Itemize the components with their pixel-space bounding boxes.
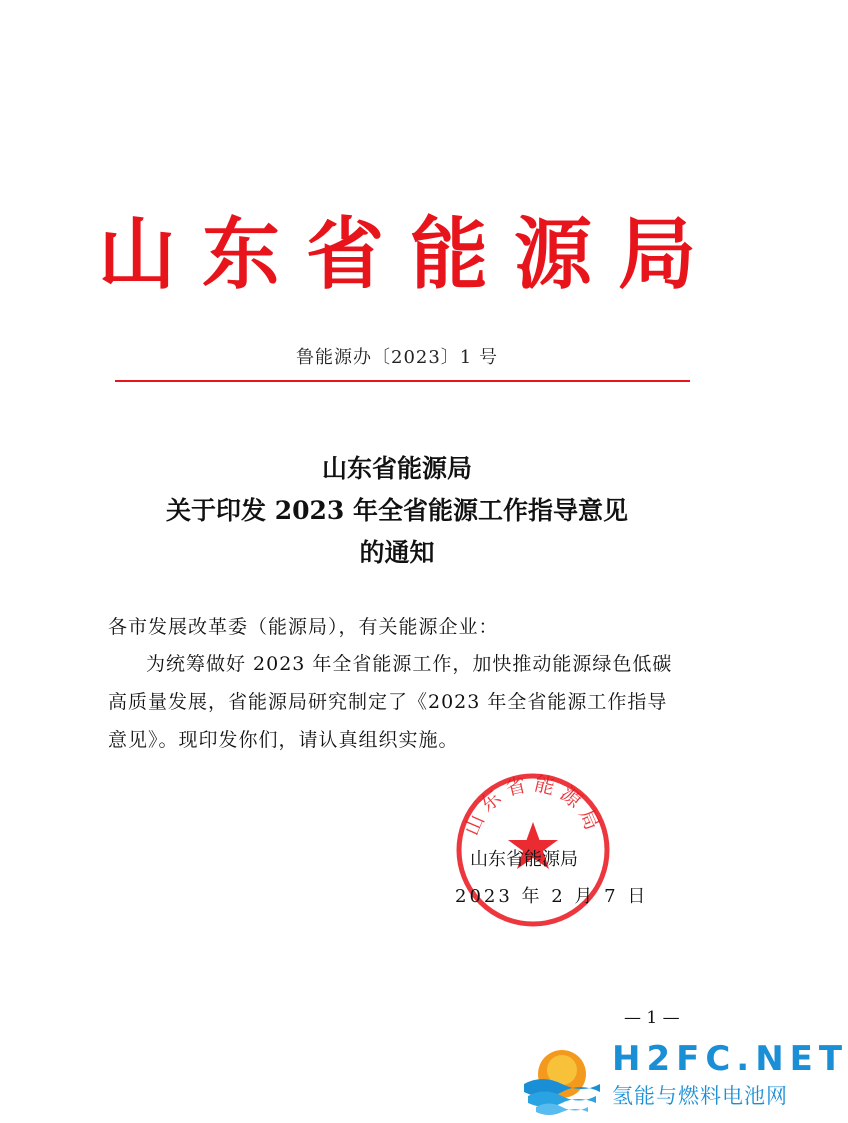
body-line-2: 高质量发展，省能源局研究制定了《2023 年全省能源工作指导	[108, 691, 668, 713]
addressee: 各市发展改革委（能源局），有关能源企业：	[108, 616, 499, 638]
watermark-title: H2FC.NET	[612, 1039, 848, 1079]
watermark-logo	[612, 1040, 848, 1110]
watermark-subtitle: 氢能与燃料电池网	[612, 1084, 788, 1108]
masthead-title: 山东省能源局	[97, 209, 722, 300]
body-line-3: 意见》。现印发你们，请认真组织实施。	[108, 729, 459, 751]
title-line-3: 的通知	[359, 538, 435, 567]
document-number: 鲁能源办〔2023〕1 号	[296, 347, 498, 368]
notice-title	[0, 448, 794, 574]
signature-organization: 山东省能源局	[470, 849, 578, 870]
body-line-1: 为统筹做好 2023 年全省能源工作，加快推动能源绿色低碳	[146, 653, 673, 675]
sun-wave-logo-icon	[520, 1040, 604, 1116]
red-divider-line	[115, 380, 690, 382]
signature-date: 2023 年 2 月 7 日	[455, 886, 649, 907]
title-line-1: 山东省能源局	[321, 454, 472, 483]
seal-text: 山东省能源局	[458, 771, 608, 839]
title-line-2: 关于印发 2023 年全省能源工作指导意见	[166, 496, 628, 525]
page-number: — 1 —	[624, 1008, 680, 1028]
body-paragraph	[108, 645, 693, 759]
